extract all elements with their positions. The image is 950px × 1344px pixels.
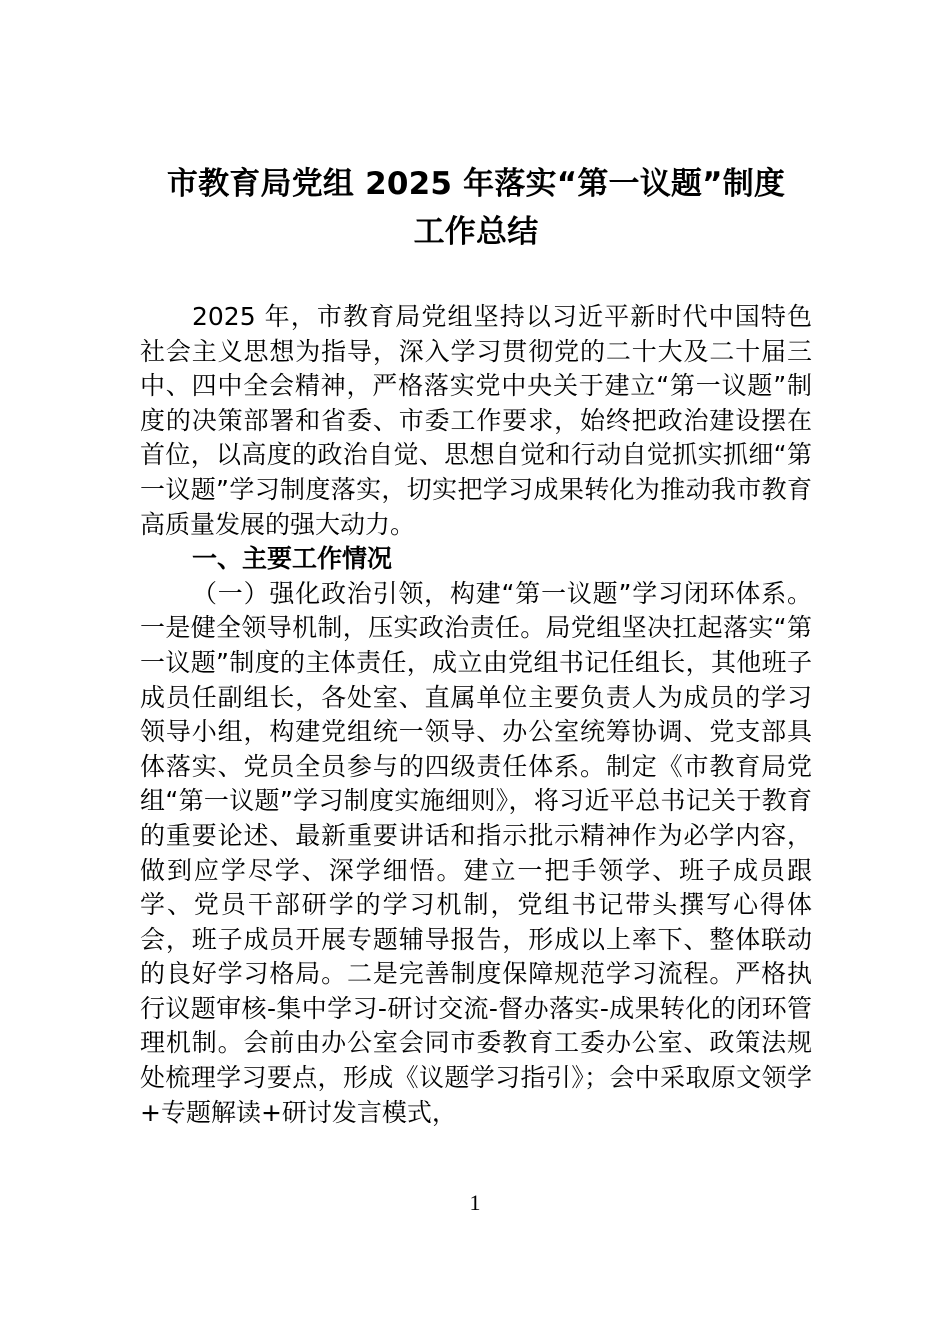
- paragraph-section-1-1: （一）强化政治引领，构建“第一议题”学习闭环体系。一是健全领导机制，压实政治责任。局党组坚决扛起落实“第一议题”制度的主体责任，成立由党组书记任组长，其他班子成员任副组长，各处室、直属单位主要负责人为成员的学习领导小组，构建党组统一领导、办公室统筹协调、党支部具体落实、党员全员参与的四级责任体系。制定《市教育局党组“第一议题”学习制度实施细则》，将习近平总书记关于教育的重要论述、最新重要讲话和指示批示精神作为必学内容，做到应学尽学、深学细悟。建立一把手领学、班子成员跟学、党员干部研学的学习机制，党组书记带头撰写心得体会，班子成员开展专题辅导报告，形成以上率下、整体联动的良好学习格局。二是完善制度保障规范学习流程。严格执行议题审核-集中学习-研讨交流-督办落实-成果转化的闭环管理机制。会前由办公室会同市委教育工委办公室、政策法规处梳理学习要点，形成《议题学习指引》；会中采取原文领学+专题解读+研讨发言模式，: [140, 578, 812, 1127]
- title-body-spacer: [140, 256, 812, 300]
- document-title: [140, 0, 812, 256]
- page-number: 1: [469, 1190, 481, 1215]
- document-title-line-2: 工作总结: [413, 214, 539, 250]
- document-text-column: [140, 0, 812, 1130]
- section-heading-main-work: 一、主要工作情况: [192, 544, 393, 574]
- paragraph-intro: 2025 年，市教育局党组坚持以习近平新时代中国特色社会主义思想为指导，深入学习贯彻党的二十大及二十届三中、四中全会精神，严格落实党中央关于建立“第一议题”制度的决策部署和省委、市委工作要求，始终把政治建设摆在首位，以高度的政治自觉、思想自觉和行动自觉抓实抓细“第一议题”学习制度落实，切实把学习成果转化为推动我市教育高质量发展的强大动力。: [140, 302, 812, 539]
- document-title-line-1: 市教育局党组 2025 年落实“第一议题”制度: [166, 166, 786, 202]
